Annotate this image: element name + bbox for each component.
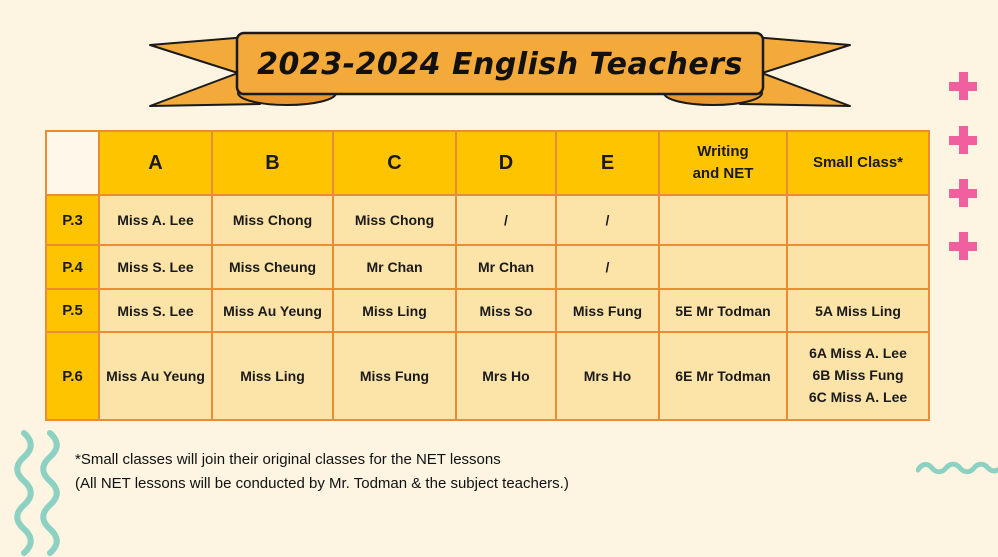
plus-icon (949, 179, 977, 207)
teacher-cell: Miss Fung (556, 289, 659, 332)
teacher-cell: Miss So (456, 289, 556, 332)
teacher-cell (787, 195, 929, 245)
horizontal-wave-line (916, 459, 998, 477)
teacher-cell (659, 245, 787, 289)
teacher-cell: 6E Mr Todman (659, 332, 787, 420)
column-header-small-class: Small Class* (787, 131, 929, 195)
column-header-d: D (456, 131, 556, 195)
teachers-table (45, 130, 930, 421)
teacher-cell: Miss Ling (333, 289, 456, 332)
small-class-line: 6C Miss A. Lee (808, 388, 908, 405)
row-label: P.6 (46, 332, 99, 420)
writing-net-line1: Writing (697, 143, 749, 161)
small-class-line: 6B Miss Fung (812, 367, 904, 384)
teacher-cell: / (556, 195, 659, 245)
row-label: P.5 (46, 289, 99, 332)
table-row (46, 195, 929, 245)
ribbon-banner (140, 28, 860, 112)
teacher-cell: Miss Chong (212, 195, 333, 245)
teacher-cell: Miss A. Lee (99, 195, 212, 245)
writing-net-line2: and NET (692, 165, 754, 182)
column-header-writing-net (659, 131, 787, 195)
teacher-cell: / (456, 195, 556, 245)
teacher-cell: Mrs Ho (456, 332, 556, 420)
column-header-c: C (333, 131, 456, 195)
footnote-line2: (All NET lessons will be conducted by Mr. Todman & the subject teachers.) (75, 475, 569, 492)
footnote (75, 448, 569, 496)
teacher-cell: Miss Au Yeung (212, 289, 333, 332)
vertical-squiggle-line (14, 430, 76, 557)
teacher-cell: 5E Mr Todman (659, 289, 787, 332)
table-row (46, 289, 929, 332)
teacher-cell (787, 332, 929, 420)
plus-icon (949, 72, 977, 100)
row-label: P.3 (46, 195, 99, 245)
teacher-cell: Miss Au Yeung (99, 332, 212, 420)
teacher-cell: Miss Fung (333, 332, 456, 420)
teacher-cell: Mrs Ho (556, 332, 659, 420)
column-header-a: A (99, 131, 212, 195)
table-row (46, 245, 929, 289)
footnote-line1: *Small classes will join their original classes for the NET lessons (75, 451, 501, 468)
corner-cell (46, 131, 99, 195)
plus-icon (949, 126, 977, 154)
teacher-cell: Miss Chong (333, 195, 456, 245)
teacher-cell: Miss S. Lee (99, 289, 212, 332)
banner-title: 2023-2024 English Teachers (257, 47, 743, 82)
teacher-cell (659, 195, 787, 245)
row-label: P.4 (46, 245, 99, 289)
teacher-cell: Miss Ling (212, 332, 333, 420)
teacher-cell: Miss S. Lee (99, 245, 212, 289)
teacher-cell: Mr Chan (333, 245, 456, 289)
teacher-cell: Mr Chan (456, 245, 556, 289)
teacher-cell: Miss Cheung (212, 245, 333, 289)
teacher-cell: / (556, 245, 659, 289)
teacher-cell: 5A Miss Ling (787, 289, 929, 332)
small-class-line: 6A Miss A. Lee (809, 345, 907, 362)
header-row (46, 131, 929, 195)
teacher-cell (787, 245, 929, 289)
column-header-e: E (556, 131, 659, 195)
table-row (46, 332, 929, 420)
column-header-b: B (212, 131, 333, 195)
plus-icon (949, 232, 977, 260)
